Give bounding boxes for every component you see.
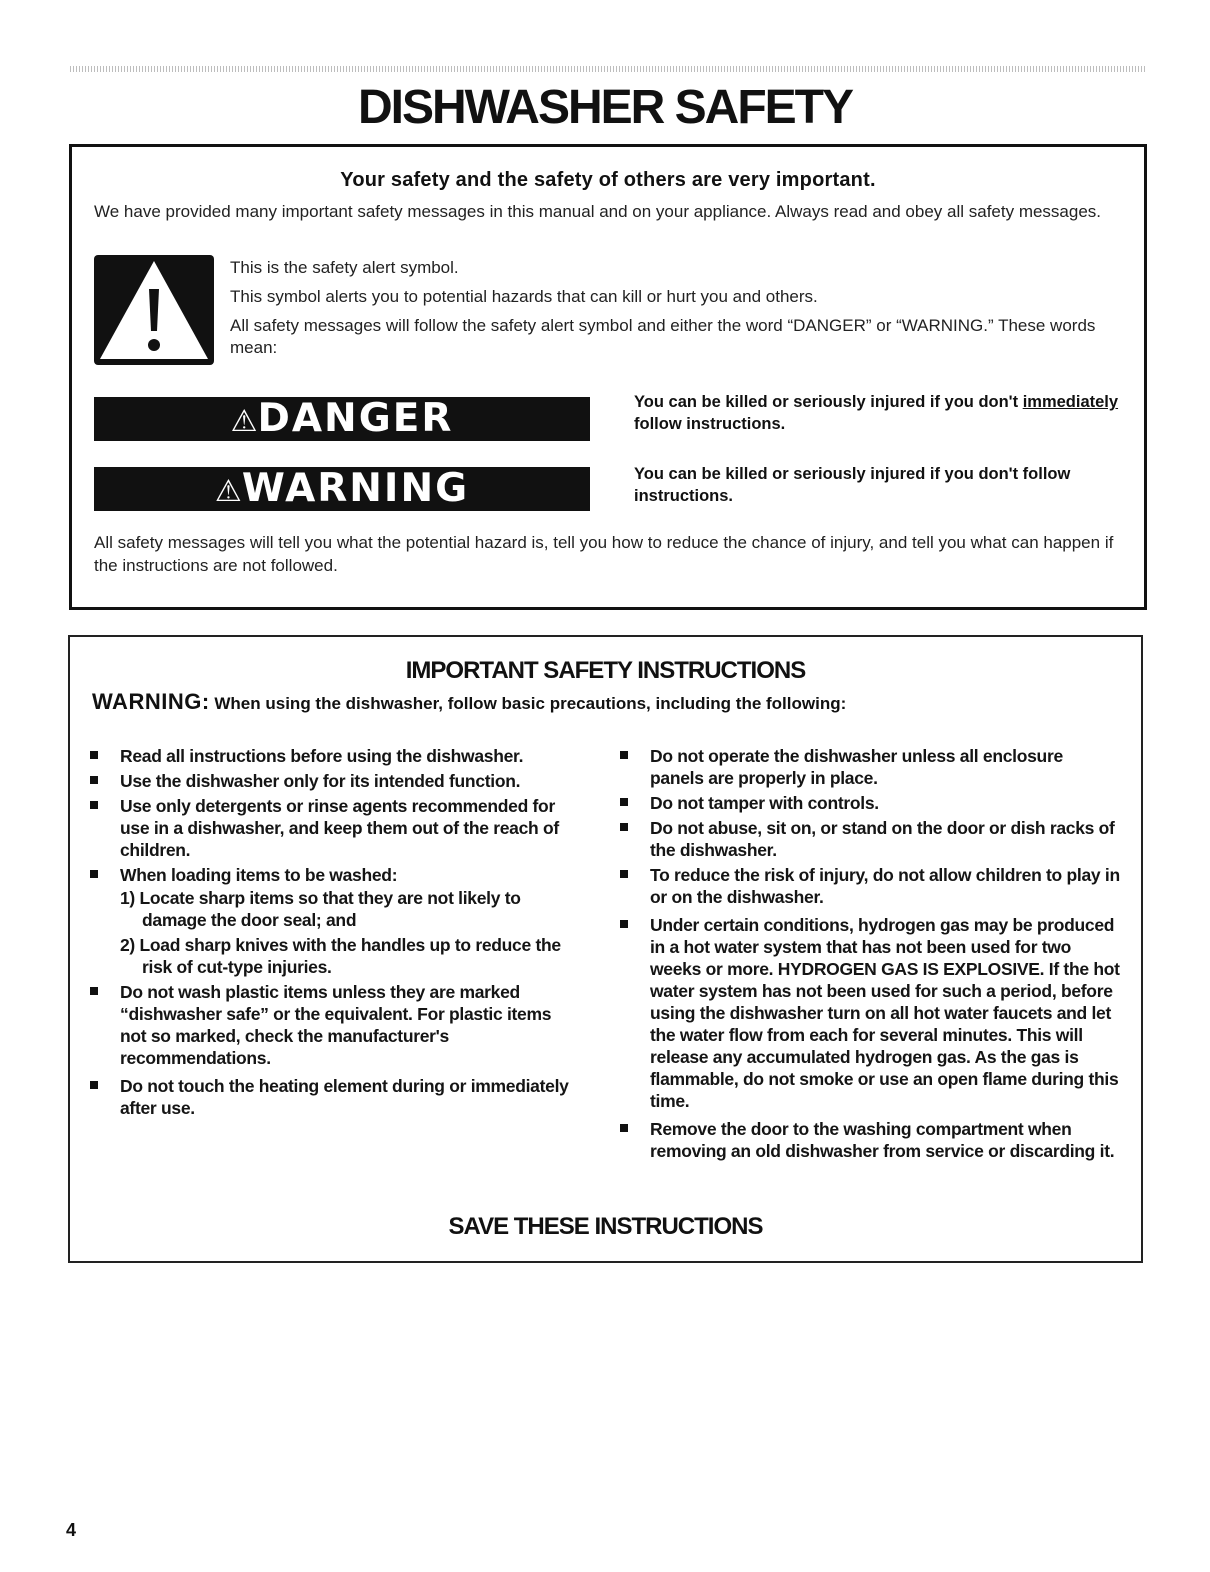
warning-triangle-icon xyxy=(94,255,214,365)
alert-line-3: All safety messages will follow the safety alert symbol and either the word “DANGER” or “WARNING.” These words mean: xyxy=(230,316,1096,357)
safety-alert-symbol xyxy=(94,255,214,365)
page-number: 4 xyxy=(66,1520,77,1540)
list-item-text: Do not wash plastic items unless they are marked “dishwasher safe” or the equivalent. For plastic items not so marked, check the manufacturer's recommendations. xyxy=(120,982,552,1068)
danger-signal-bar xyxy=(94,397,590,441)
warning-label: WARNING xyxy=(241,466,470,511)
instructions-heading: IMPORTANT SAFETY INSTRUCTIONS xyxy=(405,657,806,684)
square-bullet-icon xyxy=(90,987,98,995)
list-item xyxy=(620,914,1120,1112)
warning-triangle-icon: ⚠ xyxy=(214,474,242,509)
square-bullet-icon xyxy=(90,1081,98,1089)
sub-item: 1) Locate sharp items so that they are not likely to damage the door seal; and xyxy=(120,888,521,930)
square-bullet-icon xyxy=(90,751,98,759)
square-bullet-icon xyxy=(620,1124,628,1132)
square-bullet-icon xyxy=(90,776,98,784)
list-item xyxy=(90,795,570,861)
instructions-warning-label: WARNING: xyxy=(92,689,210,714)
instructions-warning-text: When using the dishwasher, follow basic precautions, including the following: xyxy=(209,694,847,713)
danger-description xyxy=(634,391,1124,435)
list-item-text: Under certain conditions, hydrogen gas may be produced in a hot water system that has not been used for two weeks or more. HYDROGEN GAS IS EXPLOSIVE. If the hot water system has not been used for such a period, before using the dishwasher turn on all hot water faucets and let the water flow from each for several minutes. This will release any accumulated hydrogen gas. As the gas is flammable, do not smoke or use an open flame during this time. xyxy=(650,915,1120,1111)
list-item-text: Do not tamper with controls. xyxy=(650,793,879,813)
top-rule xyxy=(70,66,1146,72)
list-item-text: Read all instructions before using the dishwasher. xyxy=(120,746,524,766)
save-instructions-heading: SAVE THESE INSTRUCTIONS xyxy=(448,1213,763,1240)
alert-line-1: This is the safety alert symbol. xyxy=(230,258,459,277)
alert-line-2: This symbol alerts you to potential hazards that can kill or hurt you and others. xyxy=(230,287,818,306)
safety-heading: Your safety and the safety of others are very important. xyxy=(340,169,876,191)
square-bullet-icon xyxy=(620,920,628,928)
list-item xyxy=(620,817,1120,861)
list-item-text: Use only detergents or rinse agents recommended for use in a dishwasher, and keep them out of the reach of children. xyxy=(120,796,559,860)
list-item-text: Do not abuse, sit on, or stand on the door or dish racks of the dishwasher. xyxy=(650,818,1115,860)
important-safety-instructions-box xyxy=(68,635,1143,1263)
list-item xyxy=(90,981,570,1069)
list-item xyxy=(620,864,1120,908)
instructions-right-column xyxy=(620,745,1120,1165)
list-item-text: When loading items to be washed: xyxy=(120,865,398,885)
alert-explanation xyxy=(230,257,1110,366)
list-item-text: Do not operate the dishwasher unless all enclosure panels are properly in place. xyxy=(650,746,1063,788)
warning-signal-bar xyxy=(94,467,590,511)
list-item xyxy=(90,1075,570,1119)
list-item xyxy=(620,1118,1120,1162)
safety-intro: We have provided many important safety messages in this manual and on your appliance. Always read and obey all safety messages. xyxy=(94,202,1102,221)
list-item-text: Remove the door to the washing compartment when removing an old dishwasher from service or discarding it. xyxy=(650,1119,1115,1161)
warning-description: You can be killed or seriously injured if you don't follow instructions. xyxy=(634,465,1071,505)
danger-label: DANGER xyxy=(257,396,454,441)
instructions-warning xyxy=(92,689,1122,715)
square-bullet-icon xyxy=(620,823,628,831)
page-title: DISHWASHER SAFETY xyxy=(357,81,853,134)
list-item xyxy=(90,745,570,767)
list-item xyxy=(90,770,570,792)
square-bullet-icon xyxy=(620,751,628,759)
square-bullet-icon xyxy=(620,870,628,878)
list-item-text: To reduce the risk of injury, do not allow children to play in or on the dishwasher. xyxy=(650,865,1120,907)
danger-text: You can be killed or seriously injured if you don't xyxy=(634,393,1023,411)
list-item xyxy=(620,745,1120,789)
square-bullet-icon xyxy=(90,801,98,809)
square-bullet-icon xyxy=(90,870,98,878)
safety-footer: All safety messages will tell you what the potential hazard is, tell you how to reduce the chance of injury, and tell you what can happen if the instructions are not followed. xyxy=(94,533,1114,575)
warning-triangle-icon: ⚠ xyxy=(230,404,258,439)
sub-item: 2) Load sharp knives with the handles up to reduce the risk of cut-type injuries. xyxy=(120,935,561,977)
danger-underlined-word: immediately xyxy=(1022,393,1119,411)
danger-text-end: follow instructions. xyxy=(634,415,786,433)
safety-message-box xyxy=(69,144,1147,610)
list-item-text: Do not touch the heating element during or immediately after use. xyxy=(120,1076,569,1118)
list-item xyxy=(620,792,1120,814)
instructions-left-column xyxy=(90,745,570,1122)
square-bullet-icon xyxy=(620,798,628,806)
list-item-text: Use the dishwasher only for its intended function. xyxy=(120,771,521,791)
list-item xyxy=(90,864,570,978)
